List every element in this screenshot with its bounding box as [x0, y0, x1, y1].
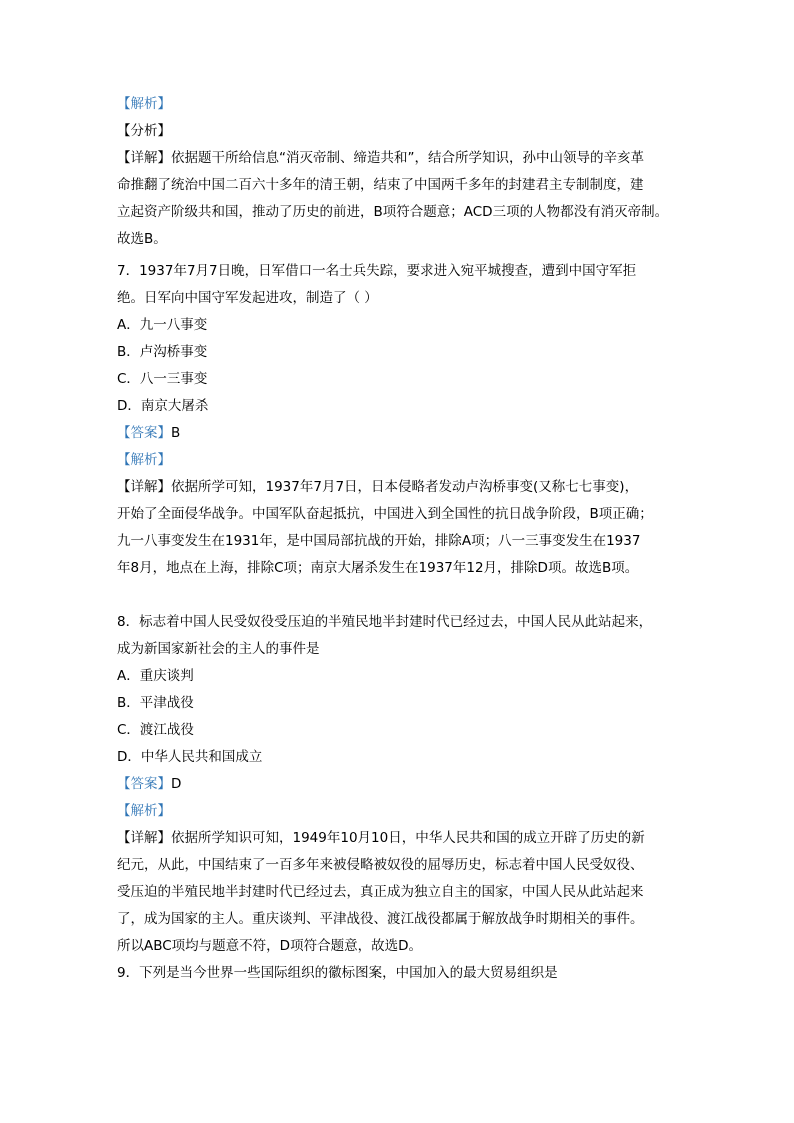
q8-stem: 成为新国家新社会的主人的事件是 — [117, 641, 320, 657]
q7-detail: 年8月，地点在上海，排除C项；南京大屠杀发生在1937年12月，排除D项。故选B项。 — [117, 560, 639, 576]
q7-option: C．八一三事变 — [117, 371, 208, 387]
q7-option: B．卢沟桥事变 — [117, 344, 208, 360]
q6-detail: 故选B。 — [117, 231, 167, 247]
q8-detail: 所以ABC项均与题意不符，D项符合题意，故选D。 — [117, 938, 422, 954]
q6-detail: 依据题干所给信息“消灭帝制、缔造共和”，结合所学知识，孙中山领导的辛亥革 — [171, 150, 644, 166]
q8-option: D．中华人民共和国成立 — [117, 749, 263, 765]
q7-stem: 7．1937年7月7日晚，日军借口一名士兵失踪，要求进入宛平城搜查，遭到中国守军拒 — [117, 263, 637, 279]
q8-answer: D — [171, 776, 182, 792]
q8-detail: 依据所学知识可知，1949年10月10日，中华人民共和国的成立开辟了历史的新 — [171, 830, 645, 846]
q7-detail: 开始了全面侵华战争。中国军队奋起抵抗，中国进入到全国性的抗日战争阶段，B项正确； — [117, 506, 653, 522]
q8-detail: 受压迫的半殖民地半封建时代已经过去，真正成为独立自主的国家，中国人民从此站起来 — [117, 884, 644, 900]
q8-option: C．渡江战役 — [117, 722, 194, 738]
q6-detail: 立起资产阶级共和国，推动了历史的前进，B项符合题意；ACD三项的人物都没有消灭帝制。 — [117, 204, 669, 220]
q7-option: D．南京大屠杀 — [117, 398, 209, 414]
detail-label: 【详解】 — [117, 150, 171, 166]
fenxi-label: 【分析】 — [117, 123, 171, 139]
q8-detail: 纪元，从此，中国结束了一百多年来被侵略被奴役的屈辱历史，标志着中国人民受奴役、 — [117, 857, 644, 873]
analysis-label: 【解析】 — [117, 452, 171, 468]
q7-option: A．九一八事变 — [117, 317, 208, 333]
analysis-label: 【解析】 — [117, 96, 171, 112]
document-page — [117, 91, 687, 987]
q9-stem: 9．下列是当今世界一些国际组织的徽标图案，中国加入的最大贸易组织是 — [117, 965, 558, 981]
q7-detail: 依据所学可知，1937年7月7日，日本侵略者发动卢沟桥事变(又称七七事变)， — [171, 479, 639, 495]
q8-option: B．平津战役 — [117, 695, 194, 711]
q8-detail: 了，成为国家的主人。重庆谈判、平津战役、渡江战役都属于解放战争时期相关的事件。 — [117, 911, 644, 927]
q7-answer: B — [171, 425, 181, 441]
q8-stem: 8．标志着中国人民受奴役受压迫的半殖民地半封建时代已经过去，中国人民从此站起来， — [117, 614, 653, 630]
detail-label: 【详解】 — [117, 830, 171, 846]
detail-label: 【详解】 — [117, 479, 171, 495]
q7-detail: 九一八事变发生在1931年，是中国局部抗战的开始，排除A项；八一三事变发生在1937 — [117, 533, 641, 549]
answer-label: 【答案】 — [117, 776, 171, 792]
q8-option: A．重庆谈判 — [117, 668, 194, 684]
analysis-label: 【解析】 — [117, 803, 171, 819]
q7-stem: 绝。日军向中国守军发起进攻，制造了（ ） — [117, 290, 378, 306]
answer-label: 【答案】 — [117, 425, 171, 441]
q6-detail: 命推翻了统治中国二百六十多年的清王朝，结束了中国两千多年的封建君主专制制度，建 — [117, 177, 644, 193]
